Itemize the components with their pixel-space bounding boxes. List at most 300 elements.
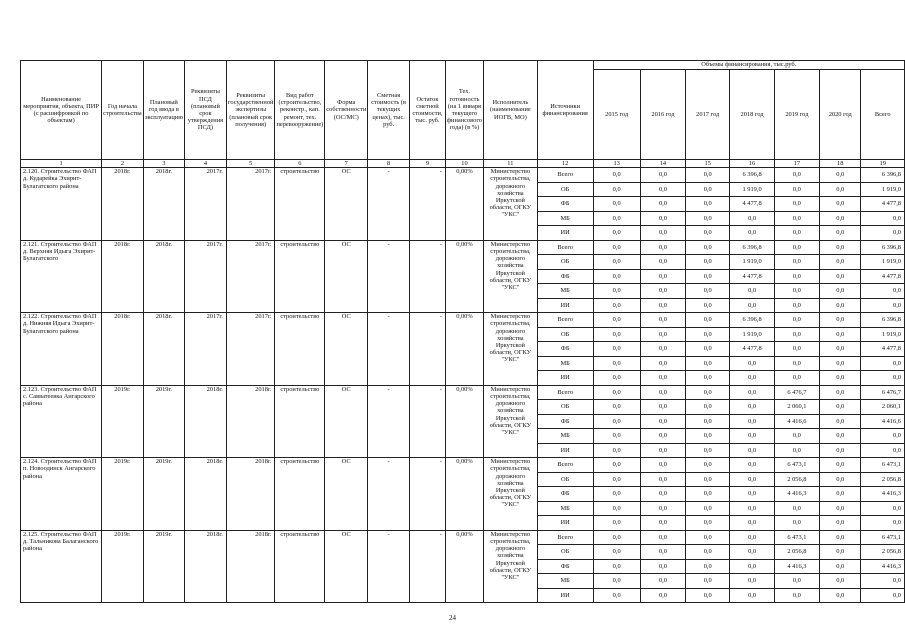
funding-value: 0,0 <box>861 516 905 531</box>
funding-source: ИИ <box>537 588 593 603</box>
funding-value: 0,0 <box>820 458 861 473</box>
funding-value: 0,0 <box>686 458 730 473</box>
commission-year: 2018г. <box>143 240 184 313</box>
ownership-form: ОС <box>325 240 368 313</box>
funding-source: ИИ <box>537 298 593 313</box>
funding-value: 0,0 <box>730 356 774 371</box>
funding-value: 0,0 <box>593 458 640 473</box>
funding-value: 0,0 <box>861 443 905 458</box>
funding-value: 0,0 <box>686 342 730 357</box>
table-row <box>21 313 905 328</box>
funding-value: 0,0 <box>730 400 774 415</box>
start-year: 2019г. <box>102 530 144 603</box>
readiness-percent: 0,00% <box>445 385 483 458</box>
funding-value: 0,0 <box>593 487 640 502</box>
funding-source: ОБ <box>537 400 593 415</box>
expertise-date: 2017г. <box>226 168 275 241</box>
funding-value: 0,0 <box>686 240 730 255</box>
funding-source: Всего <box>537 458 593 473</box>
funding-value: 4 477,8 <box>730 269 774 284</box>
funding-value: 0,0 <box>686 545 730 560</box>
column-number: 19 <box>861 160 905 168</box>
funding-value: 0,0 <box>640 530 685 545</box>
funding-value: 0,0 <box>820 284 861 299</box>
funding-value: 0,0 <box>730 472 774 487</box>
funding-value: 4 416,3 <box>861 487 905 502</box>
funding-value: 0,0 <box>686 400 730 415</box>
start-year: 2019г. <box>102 385 144 458</box>
funding-value: 0,0 <box>820 472 861 487</box>
readiness-percent: 0,00% <box>445 240 483 313</box>
funding-value: 0,0 <box>686 487 730 502</box>
funding-value: 0,0 <box>730 414 774 429</box>
funding-source: ИИ <box>537 516 593 531</box>
column-number: 6 <box>275 160 325 168</box>
funding-value: 0,0 <box>774 182 819 197</box>
ownership-form: ОС <box>325 168 368 241</box>
year-header: 2020 год <box>820 70 861 160</box>
funding-source: МБ <box>537 284 593 299</box>
funding-value: 4 477,8 <box>861 269 905 284</box>
funding-source: ФБ <box>537 269 593 284</box>
funding-value: 1 919,0 <box>861 327 905 342</box>
work-type: строительство <box>275 168 325 241</box>
readiness-percent: 0,00% <box>445 458 483 531</box>
funding-value: 0,0 <box>774 269 819 284</box>
funding-group-header: Объемы финансирования, тыс.руб. <box>593 61 904 70</box>
funding-source: ОБ <box>537 327 593 342</box>
funding-value: 0,0 <box>640 356 685 371</box>
funding-value: 0,0 <box>820 400 861 415</box>
column-header: Тех. готовность (на 1 января текущего финансового года) (в %) <box>445 61 483 160</box>
funding-value: 0,0 <box>730 487 774 502</box>
start-year: 2018г. <box>102 168 144 241</box>
funding-value: 0,0 <box>640 400 685 415</box>
executor: Министерство строительства, дорожного хозяйства Иркутской области, ОГКУ "УКС" <box>484 458 538 531</box>
funding-value: 0,0 <box>593 168 640 183</box>
column-number: 1 <box>21 160 102 168</box>
funding-value: 0,0 <box>640 516 685 531</box>
funding-value: 0,0 <box>686 530 730 545</box>
funding-value: 0,0 <box>730 298 774 313</box>
funding-value: 0,0 <box>774 516 819 531</box>
funding-value: 4 416,3 <box>774 487 819 502</box>
financing-table <box>20 60 905 603</box>
funding-value: 0,0 <box>774 211 819 226</box>
funding-value: 0,0 <box>820 487 861 502</box>
funding-value: 0,0 <box>593 588 640 603</box>
funding-value: 0,0 <box>730 501 774 516</box>
funding-value: 0,0 <box>774 298 819 313</box>
funding-value: 0,0 <box>686 168 730 183</box>
psd-date: 2017г. <box>184 313 226 386</box>
expertise-date: 2018г. <box>226 458 275 531</box>
funding-value: 0,0 <box>593 327 640 342</box>
funding-value: 0,0 <box>820 414 861 429</box>
funding-value: 0,0 <box>640 371 685 386</box>
funding-value: 2 060,1 <box>774 400 819 415</box>
funding-value: 0,0 <box>774 429 819 444</box>
funding-source: ИИ <box>537 371 593 386</box>
funding-value: 1 919,0 <box>861 182 905 197</box>
funding-value: 0,0 <box>686 313 730 328</box>
funding-value: 0,0 <box>593 443 640 458</box>
funding-source: МБ <box>537 211 593 226</box>
funding-value: 4 477,8 <box>730 342 774 357</box>
column-number: 14 <box>640 160 685 168</box>
funding-value: 0,0 <box>820 516 861 531</box>
year-header: 2017 год <box>686 70 730 160</box>
funding-value: 4 477,8 <box>861 197 905 212</box>
ownership-form: ОС <box>325 385 368 458</box>
funding-value: 4 416,6 <box>774 414 819 429</box>
funding-value: 4 416,3 <box>774 559 819 574</box>
funding-value: 0,0 <box>820 559 861 574</box>
column-number: 17 <box>774 160 819 168</box>
funding-value: 1 919,0 <box>730 255 774 270</box>
table-row <box>21 240 905 255</box>
funding-value: 0,0 <box>593 472 640 487</box>
funding-value: 0,0 <box>593 313 640 328</box>
funding-value: 0,0 <box>640 284 685 299</box>
funding-value: 2 056,8 <box>861 472 905 487</box>
table-row <box>21 458 905 473</box>
funding-value: 0,0 <box>774 443 819 458</box>
funding-value: 0,0 <box>686 298 730 313</box>
funding-value: 0,0 <box>640 588 685 603</box>
funding-value: 0,0 <box>593 298 640 313</box>
funding-value: 0,0 <box>774 255 819 270</box>
expertise-date: 2018г. <box>226 530 275 603</box>
funding-source: ФБ <box>537 559 593 574</box>
column-header: Год начала строительства <box>102 61 144 160</box>
column-number: 4 <box>184 160 226 168</box>
funding-value: 0,0 <box>774 342 819 357</box>
funding-value: 0,0 <box>593 240 640 255</box>
funding-value: 2 056,8 <box>774 545 819 560</box>
year-header: 2018 год <box>730 70 774 160</box>
funding-value: 0,0 <box>640 559 685 574</box>
funding-value: 0,0 <box>640 197 685 212</box>
funding-value: 0,0 <box>640 501 685 516</box>
funding-value: 6 473,1 <box>861 530 905 545</box>
estimated-cost: - <box>368 385 410 458</box>
funding-source: Всего <box>537 530 593 545</box>
table-row <box>21 168 905 183</box>
year-header: Всего <box>861 70 905 160</box>
funding-value: 6 396,8 <box>861 168 905 183</box>
psd-date: 2018г. <box>184 530 226 603</box>
funding-value: 6 396,8 <box>730 240 774 255</box>
funding-value: 6 396,8 <box>861 313 905 328</box>
column-number: 9 <box>409 160 445 168</box>
commission-year: 2019г. <box>143 530 184 603</box>
funding-value: 0,0 <box>861 574 905 589</box>
work-type: строительство <box>275 240 325 313</box>
work-type: строительство <box>275 530 325 603</box>
funding-value: 0,0 <box>593 356 640 371</box>
funding-value: 1 919,0 <box>730 327 774 342</box>
funding-value: 0,0 <box>730 458 774 473</box>
funding-value: 0,0 <box>820 356 861 371</box>
column-header: Реквизиты государственной экспертизы (плановый срок получения) <box>226 61 275 160</box>
remaining-cost: - <box>409 313 445 386</box>
start-year: 2018г. <box>102 313 144 386</box>
funding-source: Всего <box>537 385 593 400</box>
column-number: 11 <box>484 160 538 168</box>
funding-value: 0,0 <box>730 429 774 444</box>
funding-value: 0,0 <box>640 443 685 458</box>
column-number: 15 <box>686 160 730 168</box>
funding-value: 0,0 <box>686 588 730 603</box>
funding-value: 0,0 <box>686 574 730 589</box>
funding-value: 0,0 <box>820 371 861 386</box>
column-header: Плановый год ввода в эксплуатацию <box>143 61 184 160</box>
page-number: 24 <box>449 614 456 622</box>
funding-value: 0,0 <box>861 429 905 444</box>
funding-value: 0,0 <box>820 182 861 197</box>
funding-value: 0,0 <box>730 588 774 603</box>
funding-value: 0,0 <box>774 313 819 328</box>
funding-source: ОБ <box>537 472 593 487</box>
funding-value: 0,0 <box>861 211 905 226</box>
psd-date: 2017г. <box>184 240 226 313</box>
funding-source: ОБ <box>537 255 593 270</box>
funding-value: 0,0 <box>686 211 730 226</box>
funding-value: 0,0 <box>593 516 640 531</box>
funding-value: 0,0 <box>861 226 905 241</box>
funding-value: 0,0 <box>861 588 905 603</box>
executor: Министерство строительства, дорожного хозяйства Иркутской области, ОГКУ "УКС" <box>484 240 538 313</box>
column-number: 7 <box>325 160 368 168</box>
ownership-form: ОС <box>325 530 368 603</box>
funding-value: 0,0 <box>593 545 640 560</box>
funding-value: 0,0 <box>730 371 774 386</box>
funding-value: 0,0 <box>640 458 685 473</box>
funding-value: 0,0 <box>820 443 861 458</box>
remaining-cost: - <box>409 458 445 531</box>
funding-value: 0,0 <box>593 501 640 516</box>
funding-value: 0,0 <box>593 197 640 212</box>
remaining-cost: - <box>409 240 445 313</box>
start-year: 2018г. <box>102 240 144 313</box>
funding-source: ФБ <box>537 342 593 357</box>
psd-date: 2018г. <box>184 385 226 458</box>
funding-value: 0,0 <box>686 269 730 284</box>
funding-source: Всего <box>537 168 593 183</box>
funding-value: 0,0 <box>593 211 640 226</box>
executor: Министерство строительства, дорожного хозяйства Иркутской области, ОГКУ "УКС" <box>484 313 538 386</box>
funding-value: 0,0 <box>593 559 640 574</box>
funding-value: 0,0 <box>820 226 861 241</box>
funding-value: 0,0 <box>730 284 774 299</box>
funding-value: 0,0 <box>593 226 640 241</box>
funding-value: 0,0 <box>640 298 685 313</box>
funding-value: 1 919,0 <box>730 182 774 197</box>
funding-value: 0,0 <box>820 530 861 545</box>
funding-value: 0,0 <box>861 371 905 386</box>
column-header: Реквизиты ПСД (плановый срок утверждения ПСД) <box>184 61 226 160</box>
funding-value: 6 476,7 <box>774 385 819 400</box>
funding-value: 0,0 <box>640 414 685 429</box>
funding-value: 6 396,8 <box>861 240 905 255</box>
funding-source: ИИ <box>537 443 593 458</box>
funding-value: 0,0 <box>774 327 819 342</box>
funding-value: 0,0 <box>774 168 819 183</box>
ownership-form: ОС <box>325 458 368 531</box>
funding-value: 0,0 <box>640 385 685 400</box>
project-name: 2.123. Строительство ФАП с. Савватеевка Ангарского района <box>21 385 102 458</box>
funding-source: ФБ <box>537 414 593 429</box>
funding-source: ИИ <box>537 226 593 241</box>
funding-value: 4 477,8 <box>861 342 905 357</box>
funding-value: 0,0 <box>593 182 640 197</box>
funding-source: МБ <box>537 574 593 589</box>
remaining-cost: - <box>409 168 445 241</box>
column-number: 8 <box>368 160 410 168</box>
ownership-form: ОС <box>325 313 368 386</box>
readiness-percent: 0,00% <box>445 530 483 603</box>
funding-value: 0,0 <box>820 429 861 444</box>
funding-value: 0,0 <box>730 559 774 574</box>
funding-value: 0,0 <box>774 197 819 212</box>
table-row <box>21 530 905 545</box>
funding-value: 0,0 <box>686 226 730 241</box>
project-name: 2.120. Строительство ФАП д. Кударейка Эхирит-Булагатского района <box>21 168 102 241</box>
column-header: Сметная стоимость (в текущих ценах), тыс. руб. <box>368 61 410 160</box>
funding-value: 4 477,8 <box>730 197 774 212</box>
column-number: 10 <box>445 160 483 168</box>
funding-value: 0,0 <box>686 472 730 487</box>
funding-source: ОБ <box>537 545 593 560</box>
table-row <box>21 385 905 400</box>
funding-value: 0,0 <box>820 501 861 516</box>
funding-value: 0,0 <box>861 501 905 516</box>
funding-source: ФБ <box>537 197 593 212</box>
funding-value: 0,0 <box>593 371 640 386</box>
project-name: 2.124. Строительство ФАП п. Новоодинск Ангарского района <box>21 458 102 531</box>
funding-value: 0,0 <box>593 342 640 357</box>
year-header: 2015 год <box>593 70 640 160</box>
funding-value: 4 416,6 <box>861 414 905 429</box>
funding-value: 0,0 <box>640 327 685 342</box>
psd-date: 2017г. <box>184 168 226 241</box>
funding-value: 0,0 <box>820 240 861 255</box>
funding-value: 0,0 <box>686 371 730 386</box>
column-number: 5 <box>226 160 275 168</box>
estimated-cost: - <box>368 313 410 386</box>
funding-value: 0,0 <box>640 255 685 270</box>
funding-source: Всего <box>537 313 593 328</box>
funding-value: 0,0 <box>593 385 640 400</box>
funding-value: 6 476,7 <box>861 385 905 400</box>
funding-value: 0,0 <box>686 385 730 400</box>
project-name: 2.122. Строительство ФАП д. Нижняя Идыга Эхирит-Булагатского района <box>21 313 102 386</box>
funding-value: 0,0 <box>640 313 685 328</box>
funding-value: 0,0 <box>686 356 730 371</box>
work-type: строительство <box>275 385 325 458</box>
funding-value: 0,0 <box>820 574 861 589</box>
funding-value: 4 416,3 <box>861 559 905 574</box>
start-year: 2019г. <box>102 458 144 531</box>
funding-value: 0,0 <box>774 240 819 255</box>
funding-value: 0,0 <box>820 342 861 357</box>
funding-value: 0,0 <box>820 327 861 342</box>
funding-value: 0,0 <box>774 226 819 241</box>
funding-value: 0,0 <box>820 211 861 226</box>
funding-value: 0,0 <box>640 342 685 357</box>
funding-source: ОБ <box>537 182 593 197</box>
funding-value: 0,0 <box>640 429 685 444</box>
funding-value: 0,0 <box>774 371 819 386</box>
funding-value: 1 919,0 <box>861 255 905 270</box>
funding-value: 0,0 <box>730 545 774 560</box>
funding-value: 0,0 <box>593 530 640 545</box>
funding-value: 0,0 <box>820 269 861 284</box>
funding-value: 6 473,1 <box>774 458 819 473</box>
funding-value: 0,0 <box>820 545 861 560</box>
expertise-date: 2018г. <box>226 385 275 458</box>
funding-value: 2 056,8 <box>774 472 819 487</box>
funding-value: 2 056,8 <box>861 545 905 560</box>
funding-value: 0,0 <box>730 530 774 545</box>
funding-value: 0,0 <box>640 211 685 226</box>
remaining-cost: - <box>409 530 445 603</box>
funding-value: 0,0 <box>730 385 774 400</box>
funding-value: 6 473,1 <box>861 458 905 473</box>
executor: Министерство строительства, дорожного хозяйства Иркутской области, ОГКУ "УКС" <box>484 530 538 603</box>
funding-value: 0,0 <box>861 298 905 313</box>
column-number: 2 <box>102 160 144 168</box>
column-number: 16 <box>730 160 774 168</box>
funding-value: 0,0 <box>640 545 685 560</box>
funding-value: 0,0 <box>686 516 730 531</box>
funding-source: МБ <box>537 501 593 516</box>
psd-date: 2018г. <box>184 458 226 531</box>
funding-value: 0,0 <box>640 226 685 241</box>
funding-value: 0,0 <box>861 356 905 371</box>
column-header: Форма собственности (ОС/МС) <box>325 61 368 160</box>
funding-value: 0,0 <box>640 487 685 502</box>
work-type: строительство <box>275 458 325 531</box>
project-name: 2.121. Строительство ФАП д. Верхняя Идыга Эхирит-Булагатского <box>21 240 102 313</box>
funding-value: 0,0 <box>593 255 640 270</box>
funding-value: 0,0 <box>686 559 730 574</box>
remaining-cost: - <box>409 385 445 458</box>
funding-source: Всего <box>537 240 593 255</box>
executor: Министерство строительства, дорожного хозяйства Иркутской области, ОГКУ "УКС" <box>484 168 538 241</box>
estimated-cost: - <box>368 458 410 531</box>
funding-value: 0,0 <box>686 501 730 516</box>
funding-value: 0,0 <box>730 226 774 241</box>
funding-value: 0,0 <box>686 414 730 429</box>
funding-value: 0,0 <box>730 516 774 531</box>
column-number: 3 <box>143 160 184 168</box>
funding-value: 0,0 <box>774 501 819 516</box>
funding-value: 0,0 <box>686 197 730 212</box>
funding-value: 0,0 <box>820 385 861 400</box>
funding-value: 0,0 <box>820 197 861 212</box>
funding-value: 0,0 <box>774 284 819 299</box>
funding-value: 2 060,1 <box>861 400 905 415</box>
funding-value: 0,0 <box>820 168 861 183</box>
funding-source: МБ <box>537 429 593 444</box>
funding-value: 0,0 <box>730 574 774 589</box>
column-number: 12 <box>537 160 593 168</box>
project-name: 2.125. Строительство ФАП д. Тальникова Балаганского района <box>21 530 102 603</box>
funding-value: 0,0 <box>730 443 774 458</box>
funding-value: 0,0 <box>686 182 730 197</box>
